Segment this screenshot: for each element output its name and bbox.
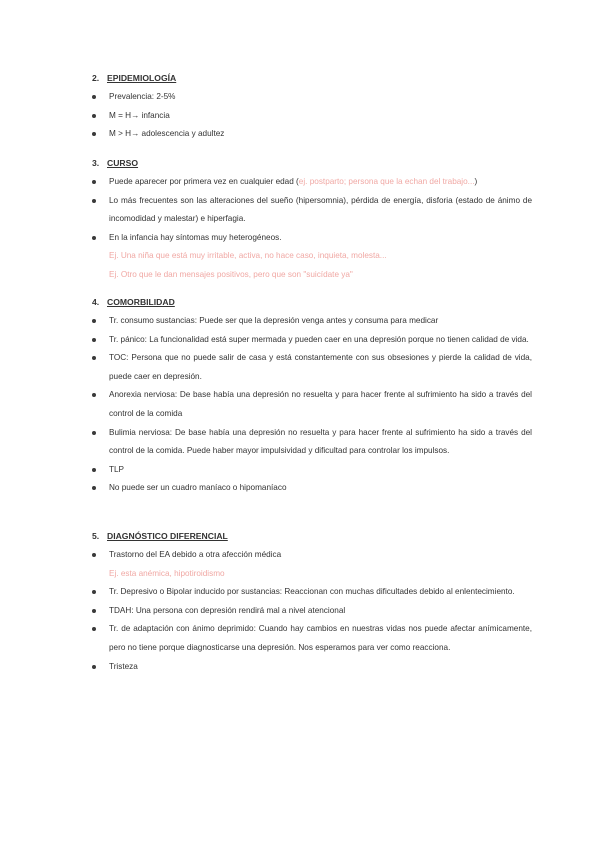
list-item: TOC: Persona que no puede salir de casa y está constantemente con sus obsesiones y pierde la calidad de vida, puede caer en depresión. [92,349,532,386]
bullet-icon [92,356,96,360]
list-item: Tr. Depresivo o Bipolar inducido por sustancias: Reaccionan con muchas dificultades debido al enlentecimiento. [92,583,532,602]
bullet-icon [92,180,96,184]
bullet-icon [92,319,96,323]
list-item: Anorexia nerviosa: De base había una depresión no resuelta y para hacer frente al sufrimiento ha sido a través del control de la comida [92,386,532,423]
list-item: Tr. de adaptación con ánimo deprimido: Cuando hay cambios en nuestras vidas nos puede afectar anímicamente, pero no tiene porque diagnosticarse una depresión. Nos esperamos para ver como reacciona. [92,620,532,657]
bullet-icon [92,95,96,99]
list-item: Bulimia nerviosa: De base había una depresión no resuelta y para hacer frente al sufrimiento ha sido a través del control de la comida. Puede haber mayor impulsividad y dificultad para controlar los impulsos. [92,424,532,461]
section-heading [92,156,532,170]
section-title: COMORBILIDAD [107,297,175,307]
bullet-icon [92,609,96,613]
section-number: 3. [92,158,100,168]
bullet-icon [92,338,96,342]
list-item: TLP [92,461,532,480]
list-item: En la infancia hay síntomas muy heterogéneos. [92,229,532,248]
section-diagnostico-diferencial [92,529,532,676]
bullet-icon [92,486,96,490]
section-epidemiologia [92,71,532,144]
section-heading [92,71,532,85]
section-number: 4. [92,297,100,307]
example-note: Ej. Otro que le dan mensajes positivos, pero que son "suicídate ya" [109,269,353,279]
bullet-icon [92,627,96,631]
list-item: M = H→ infancia [92,107,532,126]
section-heading [92,529,532,543]
bullet-icon [92,665,96,669]
bullet-icon [92,590,96,594]
section-title: EPIDEMIOLOGÍA [107,73,177,83]
list-item: Puede aparecer por primera vez en cualquier edad (ej. postparto; persona que la echan del trabajo...) [92,173,532,192]
list-item: M > H→ adolescencia y adultez [92,125,532,144]
list-item: No puede ser un cuadro maníaco o hipomaníaco [92,479,532,498]
bullet-icon [92,199,96,203]
list-item: TDAH: Una persona con depresión rendirá mal a nivel atencional [92,602,532,621]
example-note: Ej. esta anémica, hipotiroidismo [109,568,225,578]
section-comorbilidad [92,295,532,498]
inline-example: ej. postparto; persona que la echan del trabajo... [298,177,475,186]
bullet-icon [92,236,96,240]
example-note: Ej. Una niña que está muy irritable, activa, no hace caso, inquieta, molesta... [109,251,387,261]
list-item: Prevalencia: 2-5% [92,88,532,107]
bullet-icon [92,468,96,472]
bullet-icon [92,431,96,435]
list-item: Tr. pánico: La funcionalidad está super mermada y pueden caer en una depresión porque no tienen calidad de vida. [92,331,532,350]
section-title: CURSO [107,158,139,168]
bullet-icon [92,393,96,397]
bullet-icon [92,553,96,557]
list-item: Lo más frecuentes son las alteraciones del sueño (hipersomnia), pérdida de energía, disforia (estado de ánimo de incomodidad y malestar) e hiperfagia. [92,192,532,229]
list-item: Tristeza [92,658,532,677]
bullet-icon [92,132,96,136]
section-heading [92,295,532,309]
list-item: Tr. consumo sustancias: Puede ser que la depresión venga antes y consuma para medicar [92,312,532,331]
list-item: Trastorno del EA debido a otra afección médica [92,546,532,565]
section-title: DIAGNÓSTICO DIFERENCIAL [107,531,228,541]
bullet-icon [92,114,96,118]
section-curso [92,156,532,285]
section-number: 2. [92,73,100,83]
section-number: 5. [92,531,100,541]
